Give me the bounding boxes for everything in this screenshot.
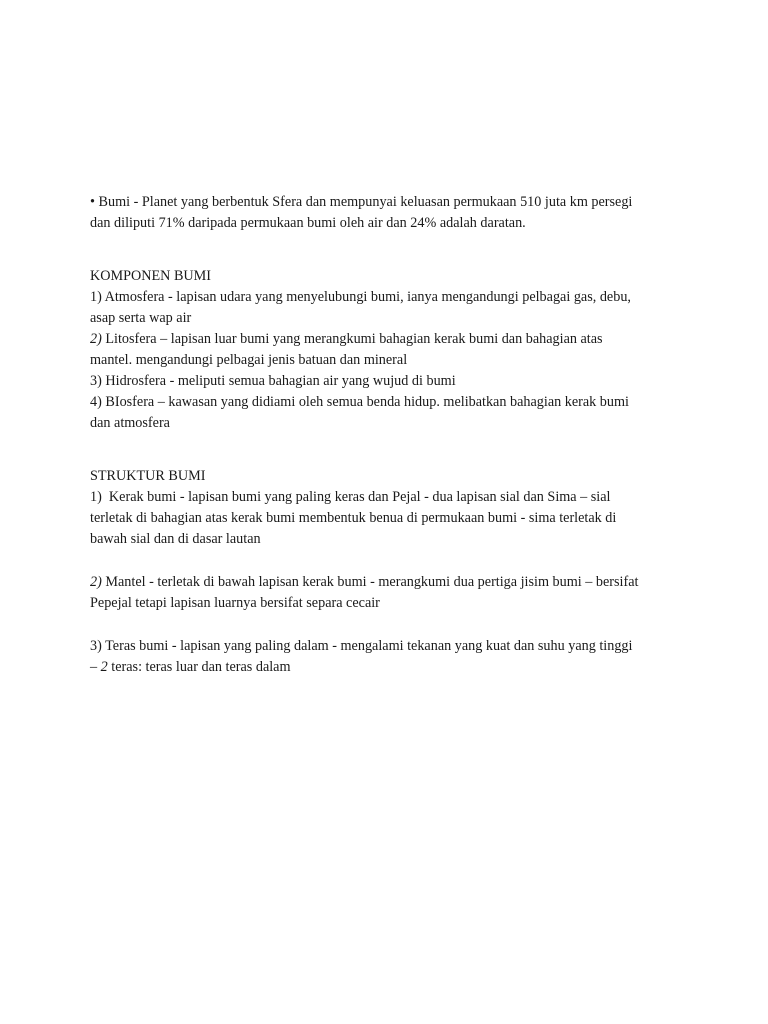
struktur-heading: STRUKTUR BUMI bbox=[90, 468, 206, 484]
intro-line-1: • Bumi - Planet yang berbentuk Sfera dan mempunyai keluasan permukaan 510 juta km persegi bbox=[90, 194, 633, 210]
intro-paragraph bbox=[90, 192, 680, 234]
struktur-item-1: 1) Kerak bumi - lapisan bumi yang paling keras dan Pejal - dua lapisan sial dan Sima – sial terletak di bahagian atas kerak bumi membentuk benua di permukaan bumi - sima terletak di bawah sial dan di dasar lautan bbox=[90, 489, 617, 547]
struktur-section bbox=[90, 466, 680, 678]
komponen-item-1: 1) Atmosfera - lapisan udara yang menyelubungi bumi, ianya mengandungi pelbagai gas, debu, asap serta wap air bbox=[90, 289, 631, 326]
struktur-item-2: 2) Mantel - terletak di bawah lapisan kerak bumi - merangkumi dua pertiga jisim bumi – bersifat Pepejal tetapi lapisan luarnya bersifat separa cecair bbox=[90, 574, 639, 611]
document-page bbox=[90, 192, 680, 678]
komponen-item-4: 4) BIosfera – kawasan yang didiami oleh semua benda hidup. melibatkan bahagian kerak bumi dan atmosfera bbox=[90, 394, 629, 431]
komponen-section bbox=[90, 266, 680, 434]
komponen-heading: KOMPONEN BUMI bbox=[90, 268, 211, 284]
komponen-item-2: 2) Litosfera – lapisan luar bumi yang merangkumi bahagian kerak bumi dan bahagian atas mantel. mengandungi pelbagai jenis batuan dan mineral bbox=[90, 331, 603, 368]
bullet: • bbox=[90, 194, 95, 210]
komponen-item-3: 3) Hidrosfera - meliputi semua bahagian air yang wujud di bumi bbox=[90, 373, 456, 389]
intro-line-2: dan diliputi 71% daripada permukaan bumi oleh air dan 24% adalah daratan. bbox=[90, 215, 526, 231]
struktur-item-3: 3) Teras bumi - lapisan yang paling dalam - mengalami tekanan yang kuat dan suhu yang tinggi – 2 teras: teras luar dan teras dalam bbox=[90, 638, 633, 675]
